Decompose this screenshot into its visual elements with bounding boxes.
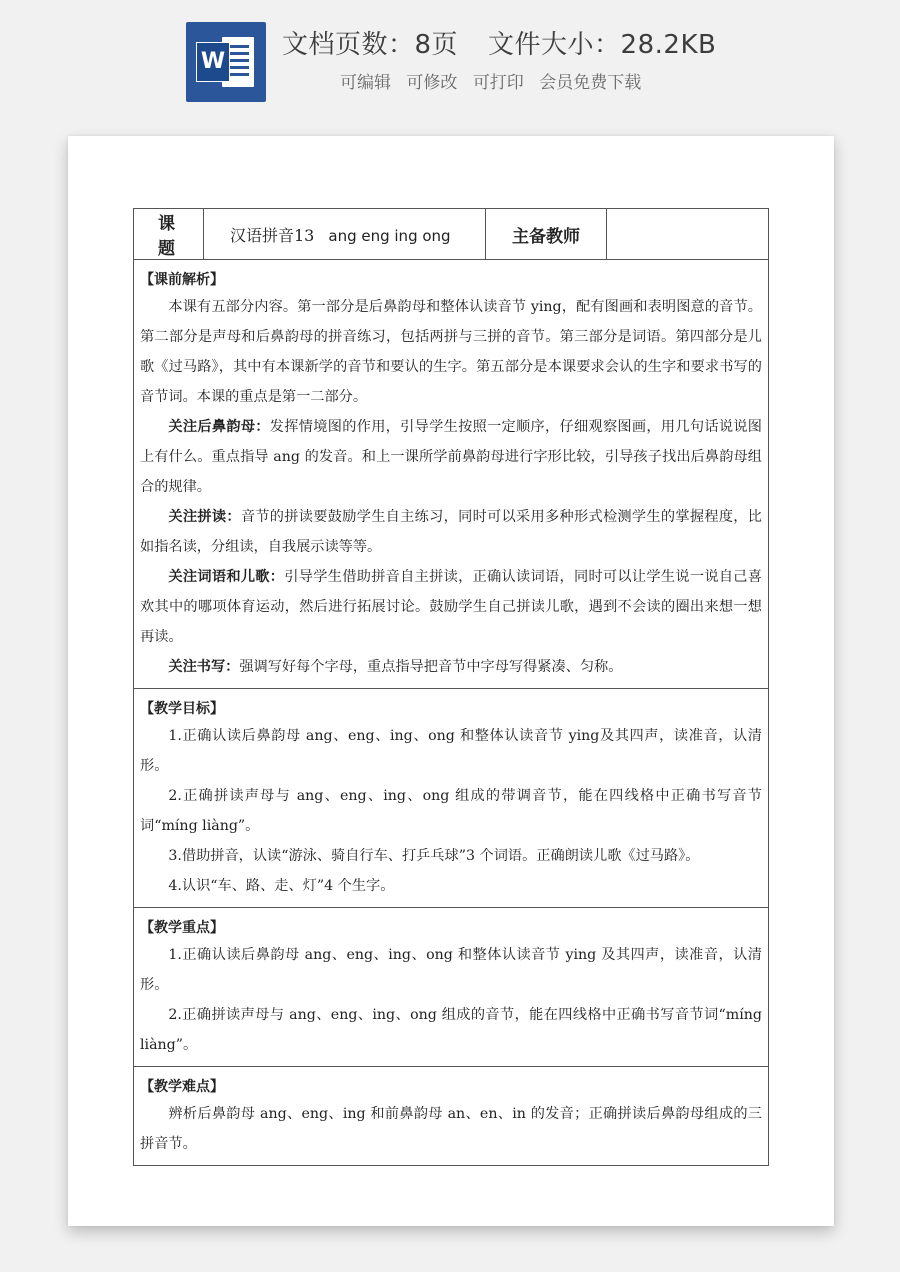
list-item: 2.正确拼读声母与 ang、eng、ing、ong 组成的音节，能在四线格中正确书写音节词“míng liàng”。	[140, 1007, 762, 1053]
focus-text: 发挥情境图的作用，引导学生按照一定顺序，仔细观察图画，用几句话说说图上有什么。重点指导 ang 的发音。和上一课所学前鼻韵母进行字形比较，引导孩子找出后鼻韵母组合的规律。	[140, 419, 762, 495]
analysis-title: 【课前解析】	[140, 272, 224, 288]
key-points-row	[134, 908, 769, 1067]
feature-modifiable: 可修改	[406, 73, 458, 93]
word-file-icon	[186, 22, 266, 102]
difficulties-row	[134, 1067, 769, 1166]
difficulties-title: 【教学难点】	[140, 1079, 224, 1095]
list-item: 辨析后鼻韵母 ang、eng、ing 和前鼻韵母 an、en、in 的发音；正确拼读后鼻韵母组成的三拼音节。	[140, 1106, 762, 1152]
focus-text: 引导学生借助拼音自主拼读，正确认读词语，同时可以让学生说一说自己喜欢其中的哪项体育运动，然后进行拓展讨论。鼓励学生自己拼读儿歌，遇到不会读的圈出来想一想再读。	[140, 569, 762, 645]
analysis-paragraph: 本课有五部分内容。第一部分是后鼻韵母和整体认读音节 ying，配有图画和表明图意的音节。第二部分是声母和后鼻韵母的拼音练习，包括两拼与三拼的音节。第三部分是词语。第四部分是儿歌《过马路》，其中有本课新学的音节和要认的生字。第五部分是本课要求会认的生字和要求书写的音节词。本课的重点是第一二部分。	[140, 299, 762, 405]
feature-printable: 可打印	[472, 73, 524, 93]
word-letter: W	[196, 42, 230, 82]
list-item: 1.正确认读后鼻韵母 ang、eng、ing、ong 和整体认读音节 ying及其四声，读准音，认清形。	[140, 728, 762, 774]
analysis-focus-reading	[140, 502, 762, 562]
list-item: 2.正确拼读声母与 ang、eng、ing、ong 组成的带调音节，能在四线格中正确书写音节词“míng liàng”。	[140, 788, 762, 834]
topic-title: 汉语拼音13	[230, 225, 315, 245]
goals-title: 【教学目标】	[140, 701, 224, 717]
focus-label: 关注书写：	[168, 659, 240, 675]
list-item: 4.认识“车、路、走、灯”4 个生字。	[168, 878, 395, 894]
file-size: 文件大小：28.2KB	[488, 30, 717, 60]
feature-editable: 可编辑	[340, 73, 391, 93]
page-count: 文档页数：8页	[282, 30, 459, 60]
goals-row	[134, 689, 769, 908]
document-page	[68, 136, 834, 1226]
topic-label: 课 题	[134, 209, 204, 260]
analysis-focus-nasal	[140, 412, 762, 502]
file-info-title	[282, 24, 762, 61]
analysis-focus-words	[140, 562, 762, 652]
key-points-title: 【教学重点】	[140, 920, 224, 936]
feature-list	[340, 68, 651, 93]
list-item: 3.借助拼音，认读“游泳、骑自行车、打乒乓球”3 个词语。正确朗读儿歌《过马路》。	[168, 848, 700, 864]
focus-label: 关注后鼻韵母：	[168, 419, 270, 435]
teacher-value	[607, 209, 769, 260]
analysis-focus-writing	[140, 652, 762, 682]
lesson-plan-table	[133, 208, 769, 1166]
focus-text: 音节的拼读要鼓励学生自主练习，同时可以采用多种形式检测学生的掌握程度，比如指名读，分组读，自我展示读等等。	[140, 509, 762, 555]
analysis-row	[134, 260, 769, 689]
topic-pinyin: ang eng ing ong	[328, 226, 451, 245]
list-item: 1.正确认读后鼻韵母 ang、eng、ing、ong 和整体认读音节 ying 及其四声，读准音，认清形。	[140, 947, 762, 993]
feature-free-download: 会员免费下载	[539, 73, 642, 93]
analysis-section	[134, 260, 769, 689]
teacher-label: 主备教师	[486, 209, 607, 260]
goals-section	[134, 689, 769, 908]
difficulties-section	[134, 1067, 769, 1166]
key-points-section	[134, 908, 769, 1067]
focus-label: 关注拼读：	[168, 509, 241, 525]
focus-label: 关注词语和儿歌：	[168, 569, 285, 585]
topic-value	[204, 209, 486, 260]
focus-text: 强调写好每个字母，重点指导把音节中字母写得紧凑、匀称。	[239, 659, 623, 675]
topic-row	[134, 209, 769, 260]
